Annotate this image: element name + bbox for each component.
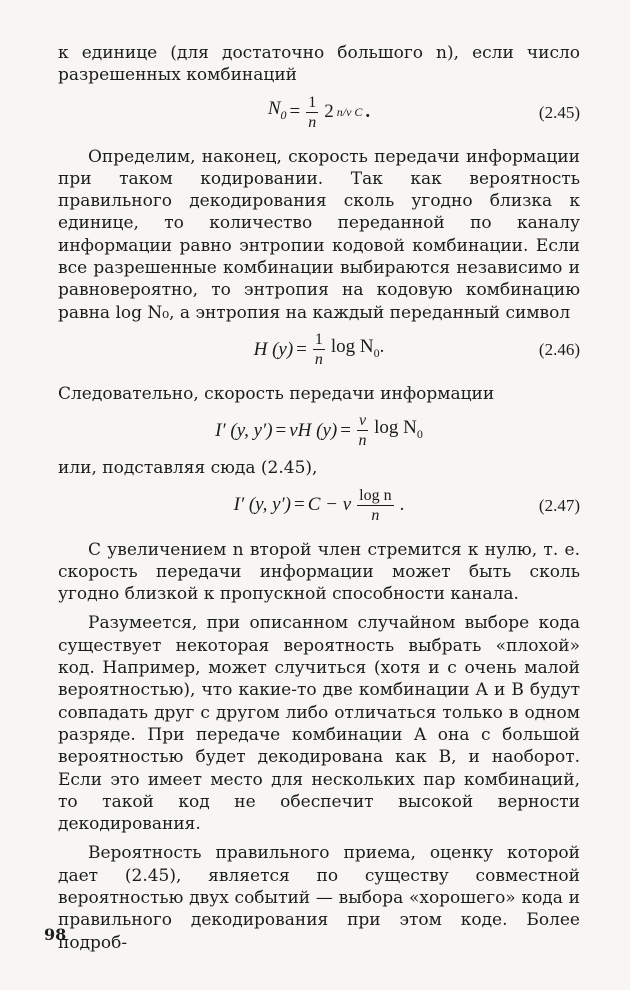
equation-2-46: H (y) = $\frac{1}{n}$ $\log N_0$. (2.46) <box>253 330 580 368</box>
page-number: 98 <box>44 925 67 944</box>
paragraph-3: или, подставляя сюда (2.45), <box>58 458 318 479</box>
equation-number: (2.45) <box>538 102 580 122</box>
paragraph-0: к единице (для достаточно большого n), если число разрешенных комбинаций <box>58 43 580 86</box>
paragraph-2: Следовательно, скорость передачи информации <box>58 383 495 404</box>
equation-unnumbered: I′ (y, y′) = vH (y) = $\frac{v}{n}$ $\log N_0$ <box>215 412 423 450</box>
paragraph-6: Вероятность правильного приема, оценку которой дает (2.45), является по существу совместной вероятностью двух событий — выбора «хорошего» кода и правильного декодирования при этом коде. Более подроб- <box>58 843 580 953</box>
page-body <box>58 42 580 954</box>
equation-number: (2.47) <box>538 495 580 515</box>
paragraph-4: С увеличением n второй член стремится к нулю, т. е. скорость передачи информации может быть сколь угодно близкой к пропускной способности канала. <box>58 539 580 605</box>
equation-2-45: $N_0$ = $\frac{1}{n}$ 2 n/v C . (2.45) <box>267 93 580 131</box>
equation-number: (2.46) <box>538 339 580 359</box>
paragraph-5: Разумеется, при описанном случайном выборе кода существует некоторая вероятность выбрать «плохой» код. Например, может случиться (хотя и с очень малой вероятностью), что какие-то две комбинации A и B будут совпадать друг с другом либо отличаться только в одном разряде. При передаче комбинации A она с большой вероятностью будет декодирована как B, и наоборот. Если это имеет место для нескольких пар комбинаций, то такой код не обеспечит высокой верности декодирования. <box>58 613 580 835</box>
equation-2-47: I′ (y, y′) = C − v $\frac{\text{log n}}{n}$ . (2.47) <box>233 486 580 524</box>
paragraph-1: Определим, наконец, скорость передачи информации при таком кодировании. Так как вероятность правильного декодирования сколь угодно близка к единице, то количество переданной по каналу информации равно энтропии кодовой комбинации. Если все разрешенные комбинации выбираются независимо и равновероятно, то энтропия на кодовую комбинацию равна log N₀, а энтропия на каждый переданный символ <box>58 146 580 323</box>
